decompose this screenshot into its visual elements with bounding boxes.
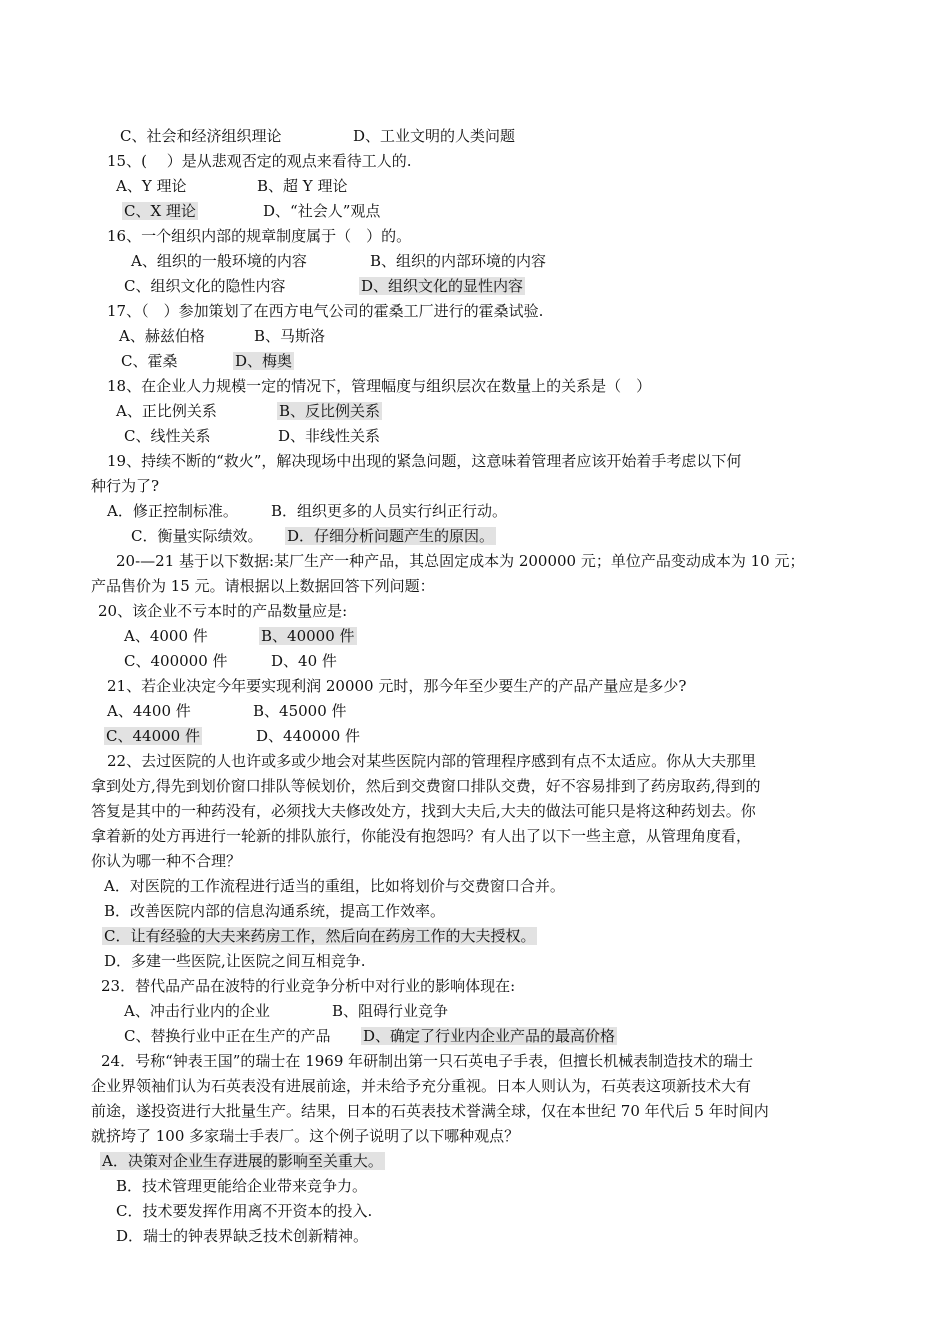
q23-option-d-answer: D、确定了行业内企业产品的最高价格 bbox=[363, 1027, 616, 1045]
q22-stem-line3: 答复是其中的一种药没有，必须找大夫修改处方，找到大夫后,大夫的做法可能只是将这种药划去。你 bbox=[91, 802, 756, 820]
q17-option-d-answer: D、梅奥 bbox=[235, 352, 293, 370]
q23-option-b: B、阻碍行业竞争 bbox=[332, 1002, 449, 1020]
q17-option-c: C、霍桑 bbox=[121, 352, 178, 370]
q15-option-a: A、Y 理论 bbox=[116, 177, 187, 195]
q15-option-d: D、“社会人”观点 bbox=[263, 202, 381, 220]
q14-option-d: D、工业文明的人类问题 bbox=[353, 127, 516, 145]
q22-stem-line1: 22、去过医院的人也许或多或少地会对某些医院内部的管理程序感到有点不太适应。你从大夫那里 bbox=[107, 752, 757, 770]
q17-option-b: B、马斯洛 bbox=[254, 327, 326, 345]
q22-option-c-answer: C．让有经验的大夫来药房工作，然后向在药房工作的大夫授权。 bbox=[104, 927, 536, 945]
q24-stem-line1: 24．号称“钟表王国”的瑞士在 1969 年研制出第一只石英电子手表，但擅长机械表制造技术的瑞士 bbox=[101, 1052, 754, 1070]
q18-stem: 18、在企业人力规模一定的情况下，管理幅度与组织层次在数量上的关系是（ ） bbox=[107, 377, 652, 395]
q22-option-a: A．对医院的工作流程进行适当的重组，比如将划价与交费窗口合并。 bbox=[104, 877, 565, 895]
q15-option-b: B、超 Y 理论 bbox=[257, 177, 348, 195]
q20-option-c: C、400000 件 bbox=[124, 652, 228, 670]
q19-stem-line1: 19、持续不断的“救火”，解决现场中出现的紧急问题，这意味着管理者应该开始着手考虑以下何 bbox=[107, 452, 742, 470]
q23-option-a: A、冲击行业内的企业 bbox=[124, 1002, 270, 1020]
q24-option-c: C．技术要发挥作用离不开资本的投入. bbox=[116, 1202, 373, 1220]
q20-option-a: A、4000 件 bbox=[124, 627, 208, 645]
q19-option-b: B．组织更多的人员实行纠正行动。 bbox=[271, 502, 508, 520]
q21-option-d: D、440000 件 bbox=[256, 727, 361, 745]
q17-option-a: A、赫兹伯格 bbox=[119, 327, 205, 345]
q24-stem-line3: 前途，遂投资进行大批量生产。结果，日本的石英表技术誉满全球，仅在本世纪 70 年代后 5 年时间内 bbox=[91, 1102, 769, 1120]
q19-option-a: A．修正控制标准。 bbox=[107, 502, 238, 520]
q24-option-b: B．技术管理更能给企业带来竞争力。 bbox=[116, 1177, 368, 1195]
q23-option-c: C、替换行业中正在生产的产品 bbox=[124, 1027, 331, 1045]
q19-stem-line2: 种行为了? bbox=[91, 477, 160, 495]
q20-21-intro-line2: 产品售价为 15 元。请根据以上数据回答下列问题： bbox=[91, 577, 435, 595]
q16-stem: 16、一个组织内部的规章制度属于（ ）的。 bbox=[107, 227, 412, 245]
q16-option-d-answer: D、组织文化的显性内容 bbox=[361, 277, 524, 295]
q19-option-d-answer: D．仔细分析问题产生的原因。 bbox=[287, 527, 495, 545]
q18-option-a: A、正比例关系 bbox=[116, 402, 217, 420]
q24-stem-line2: 企业界领袖们认为石英表没有进展前途，并未给予充分重视。日本人则认为，石英表这项新技术大有 bbox=[91, 1077, 752, 1095]
q18-option-d: D、非线性关系 bbox=[278, 427, 381, 445]
q18-option-b-answer: B、反比例关系 bbox=[279, 402, 381, 420]
q21-option-c-answer: C、44000 件 bbox=[106, 727, 200, 745]
q22-stem-line5: 你认为哪一种不合理？ bbox=[91, 852, 242, 870]
q16-option-a: A、组织的一般环境的内容 bbox=[131, 252, 307, 270]
q21-option-a: A、4400 件 bbox=[107, 702, 191, 720]
q21-option-b: B、45000 件 bbox=[253, 702, 347, 720]
q20-21-intro-line1: 20-—21 基于以下数据:某厂生产一种产品，其总固定成本为 200000 元；单位产品变动成本为 10 元； bbox=[116, 552, 805, 570]
q18-option-c: C、线性关系 bbox=[124, 427, 211, 445]
q24-stem-line4: 就挤垮了 100 多家瑞士手表厂。这个例子说明了以下哪种观点？ bbox=[91, 1127, 520, 1145]
q16-option-c: C、组织文化的隐性内容 bbox=[124, 277, 286, 295]
q17-stem: 17、（ ）参加策划了在西方电气公司的霍桑工厂进行的霍桑试验. bbox=[107, 302, 544, 320]
q20-stem: 20、该企业不亏本时的产品数量应是: bbox=[98, 602, 348, 620]
q24-option-d: D．瑞士的钟表界缺乏技术创新精神。 bbox=[116, 1227, 369, 1245]
q23-stem: 23．替代品产品在波特的行业竞争分析中对行业的影响体现在: bbox=[101, 977, 516, 995]
q22-stem-line2: 拿到处方,得先到划价窗口排队等候划价，然后到交费窗口排队交费，好不容易排到了药房取药,得到的 bbox=[91, 777, 761, 795]
q16-option-b: B、组织的内部环境的内容 bbox=[370, 252, 547, 270]
q22-option-d: D．多建一些医院,让医院之间互相竞争. bbox=[104, 952, 366, 970]
q14-option-c: C、社会和经济组织理论 bbox=[120, 127, 282, 145]
q15-option-c-answer: C、X 理论 bbox=[124, 202, 196, 220]
q22-stem-line4: 拿着新的处方再进行一轮新的排队旅行，你能没有抱怨吗？有人出了以下一些主意，从管理角度看， bbox=[91, 827, 752, 845]
q21-stem: 21、若企业决定今年要实现利润 20000 元时，那今年至少要生产的产品产量应是多少? bbox=[107, 677, 687, 695]
q24-option-a-answer: A．决策对企业生存进展的影响至关重大。 bbox=[102, 1152, 383, 1170]
q19-option-c: C．衡量实际绩效。 bbox=[131, 527, 263, 545]
q20-option-d: D、40 件 bbox=[271, 652, 337, 670]
q20-option-b-answer: B、40000 件 bbox=[261, 627, 355, 645]
q22-option-b: B．改善医院内部的信息沟通系统，提高工作效率。 bbox=[104, 902, 446, 920]
q15-stem: 15、( ）是从悲观否定的观点来看待工人的. bbox=[107, 152, 412, 170]
